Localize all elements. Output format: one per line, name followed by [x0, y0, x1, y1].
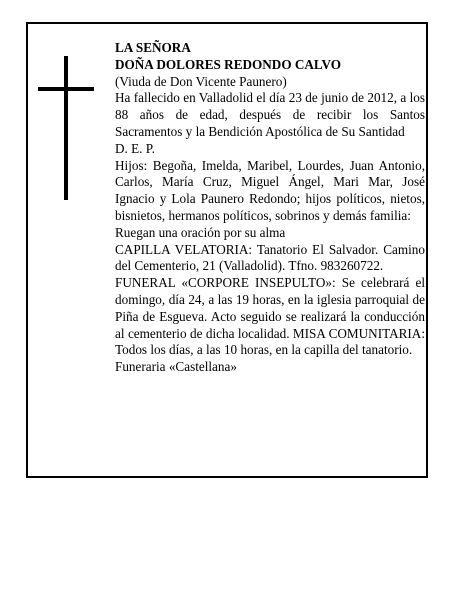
- cross-horizontal-bar: [38, 87, 94, 91]
- rip-line: D. E. P.: [115, 140, 155, 156]
- funeral-info: FUNERAL «CORPORE INSEPULTO»: Se celebrará el domingo, día 24, a las 19 horas, en la iglesia parroquial de Piña de Esgueva. Acto seguido se realizará la conducción al cementerio de dicha localidad. MISA COMUNITARIA: Todos los días, a las 10 horas, en la capilla del tanatorio.: [115, 275, 425, 358]
- cross-vertical-bar: [64, 56, 68, 200]
- obituary-notice: [26, 22, 428, 478]
- death-announcement: Ha fallecido en Valladolid el día 23 de junio de 2012, a los 88 años de edad, después de recibir los Santos Sacramentos y la Bendición Apostólica de Su Santidad: [115, 90, 425, 139]
- cross-icon: [38, 56, 94, 200]
- funeral-home: Funeraria «Castellana»: [115, 359, 237, 375]
- prayer-request: Ruegan una oración por su alma: [115, 224, 286, 240]
- widow-subtitle: (Viuda de Don Vicente Paunero): [115, 73, 287, 89]
- notice-heading: LA SEÑORA: [115, 40, 191, 55]
- deceased-name: DOÑA DOLORES REDONDO CALVO: [115, 56, 342, 72]
- notice-body: [115, 40, 425, 376]
- family-list: Hijos: Begoña, Imelda, Maribel, Lourdes, Juan Antonio, Carlos, María Cruz, Miguel Ángel, Mari Mar, José Ignacio y Lola Paunero Redondo; hijos políticos, nietos, bisnietos, hermanos políticos, sobrinos y demás familia:: [115, 157, 425, 223]
- chapel-info: CAPILLA VELATORIA: Tanatorio El Salvador. Camino del Cementerio, 21 (Valladolid). Tfno. 983260722.: [115, 241, 425, 274]
